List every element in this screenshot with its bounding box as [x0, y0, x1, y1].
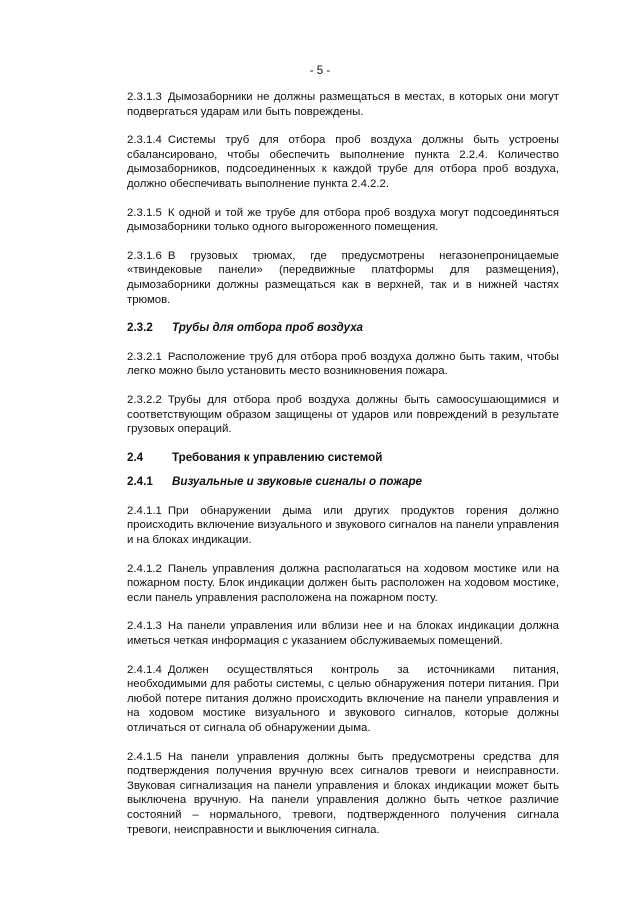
paragraph-number: 2.4.1.5 — [127, 750, 162, 763]
paragraph-2-4-1-5 — [127, 750, 559, 838]
paragraph-2-4-1-2 — [127, 562, 559, 606]
paragraph-2-4-1-1 — [127, 504, 559, 548]
section-number: 2.3.2 — [127, 321, 153, 335]
section-title: Требования к управлению системой — [172, 450, 383, 464]
section-title: Визуальные и звуковые сигналы о пожаре — [172, 475, 423, 489]
paragraph-text: На панели управления или вблизи нее и на блоках индикации должна иметься четкая информация с указанием обслуживаемых помещений. — [127, 620, 559, 648]
paragraph-number: 2.4.1.4 — [127, 663, 162, 676]
paragraph-number: 2.3.1.6 — [127, 249, 162, 262]
paragraph-number: 2.3.2.1 — [127, 350, 162, 363]
paragraph-2-3-2-1 — [127, 350, 559, 379]
document-body — [127, 90, 559, 851]
paragraph-text: В грузовых трюмах, где предусмотрены негазонепроницаемые «твиндековые панели» (передвижные платформы для размещения), дымозаборники должны размещаться как в верхней, так и в нижней частях трюмов. — [127, 249, 559, 306]
paragraph-number: 2.4.1.1 — [127, 504, 162, 517]
paragraph-text: Дымозаборники не должны размещаться в местах, в которых они могут подвергаться ударам или быть повреждены. — [127, 91, 559, 118]
paragraph-2-3-1-5 — [127, 206, 559, 235]
paragraph-number: 2.3.2.2 — [127, 393, 162, 406]
paragraph-text: На панели управления должны быть предусмотрены средства для подтверждения получения вручную всех сигналов тревоги и неисправности. Звуковая сигнализация на панели управления и блоках индикации может быть выключена вручную. На панели управления должно быть четкое различие состояний – нормального, тревоги, подтвержденного получения сигнала тревоги, неисправности и выключения сигнала. — [127, 750, 559, 836]
paragraph-text: Расположение труб для отбора проб воздуха должно быть таким, чтобы легко можно было установить место возникновения пожара. — [127, 350, 559, 378]
paragraph-number: 2.4.1.2 — [127, 562, 162, 575]
paragraph-text: Панель управления должна располагаться на ходовом мостике или на пожарном посту. Блок индикации должен быть расположен на ходовом мостике, если панель управления расположена на пожарном посту. — [127, 562, 559, 604]
paragraph-2-3-1-6 — [127, 249, 559, 307]
paragraph-text: Должен осуществляться контроль за источниками питания, необходимыми для работы системы, с целью обнаружения потери питания. При любой потере питания должно происходить включение на панели управления и на ходовом мостике визуального и звукового сигналов, которые должны отличаться от сигнала об обнаружении дыма. — [127, 663, 559, 734]
paragraph-number: 2.3.1.5 — [127, 206, 162, 219]
paragraph-2-3-1-3 — [127, 90, 559, 119]
paragraph-2-3-2-2 — [127, 393, 559, 437]
paragraph-2-4-1-4 — [127, 663, 559, 736]
paragraph-text: Системы труб для отбора проб воздуха должны быть устроены сбалансировано, чтобы обеспечить выполнение пункта 2.2.4. Количество дымозаборников, подсоединенных к каждой трубе для отбора проб воздуха, должно обеспечивать выполнение пункта 2.4.2.2. — [127, 134, 559, 190]
section-number: 2.4.1 — [127, 475, 153, 489]
page-number: - 5 - — [309, 65, 331, 77]
paragraph-text: К одной и той же трубе для отбора проб воздуха могут подсоединяться дымозаборники только одного выгороженного помещения. — [127, 206, 559, 234]
paragraph-text: При обнаружении дыма или других продуктов горения должно происходить включение визуального и звукового сигналов на панели управления и на блоках индикации. — [127, 504, 559, 547]
section-number: 2.4 — [127, 450, 144, 464]
paragraph-number: 2.4.1.3 — [127, 620, 162, 633]
section-heading-2-4 — [127, 451, 559, 466]
paragraph-2-3-1-4 — [127, 133, 559, 191]
paragraph-number: 2.3.1.4 — [127, 134, 162, 147]
paragraph-text: Трубы для отбора проб воздуха должны быть самоосушающимися и соответствующим образом защищены от ударов или повреждений в результате грузовых операций. — [127, 393, 559, 436]
section-heading-2-3-2 — [127, 321, 559, 336]
section-heading-2-4-1 — [127, 475, 559, 490]
paragraph-number: 2.3.1.3 — [127, 91, 162, 103]
section-title: Трубы для отбора проб воздуха — [172, 321, 363, 335]
paragraph-2-4-1-3 — [127, 619, 559, 648]
